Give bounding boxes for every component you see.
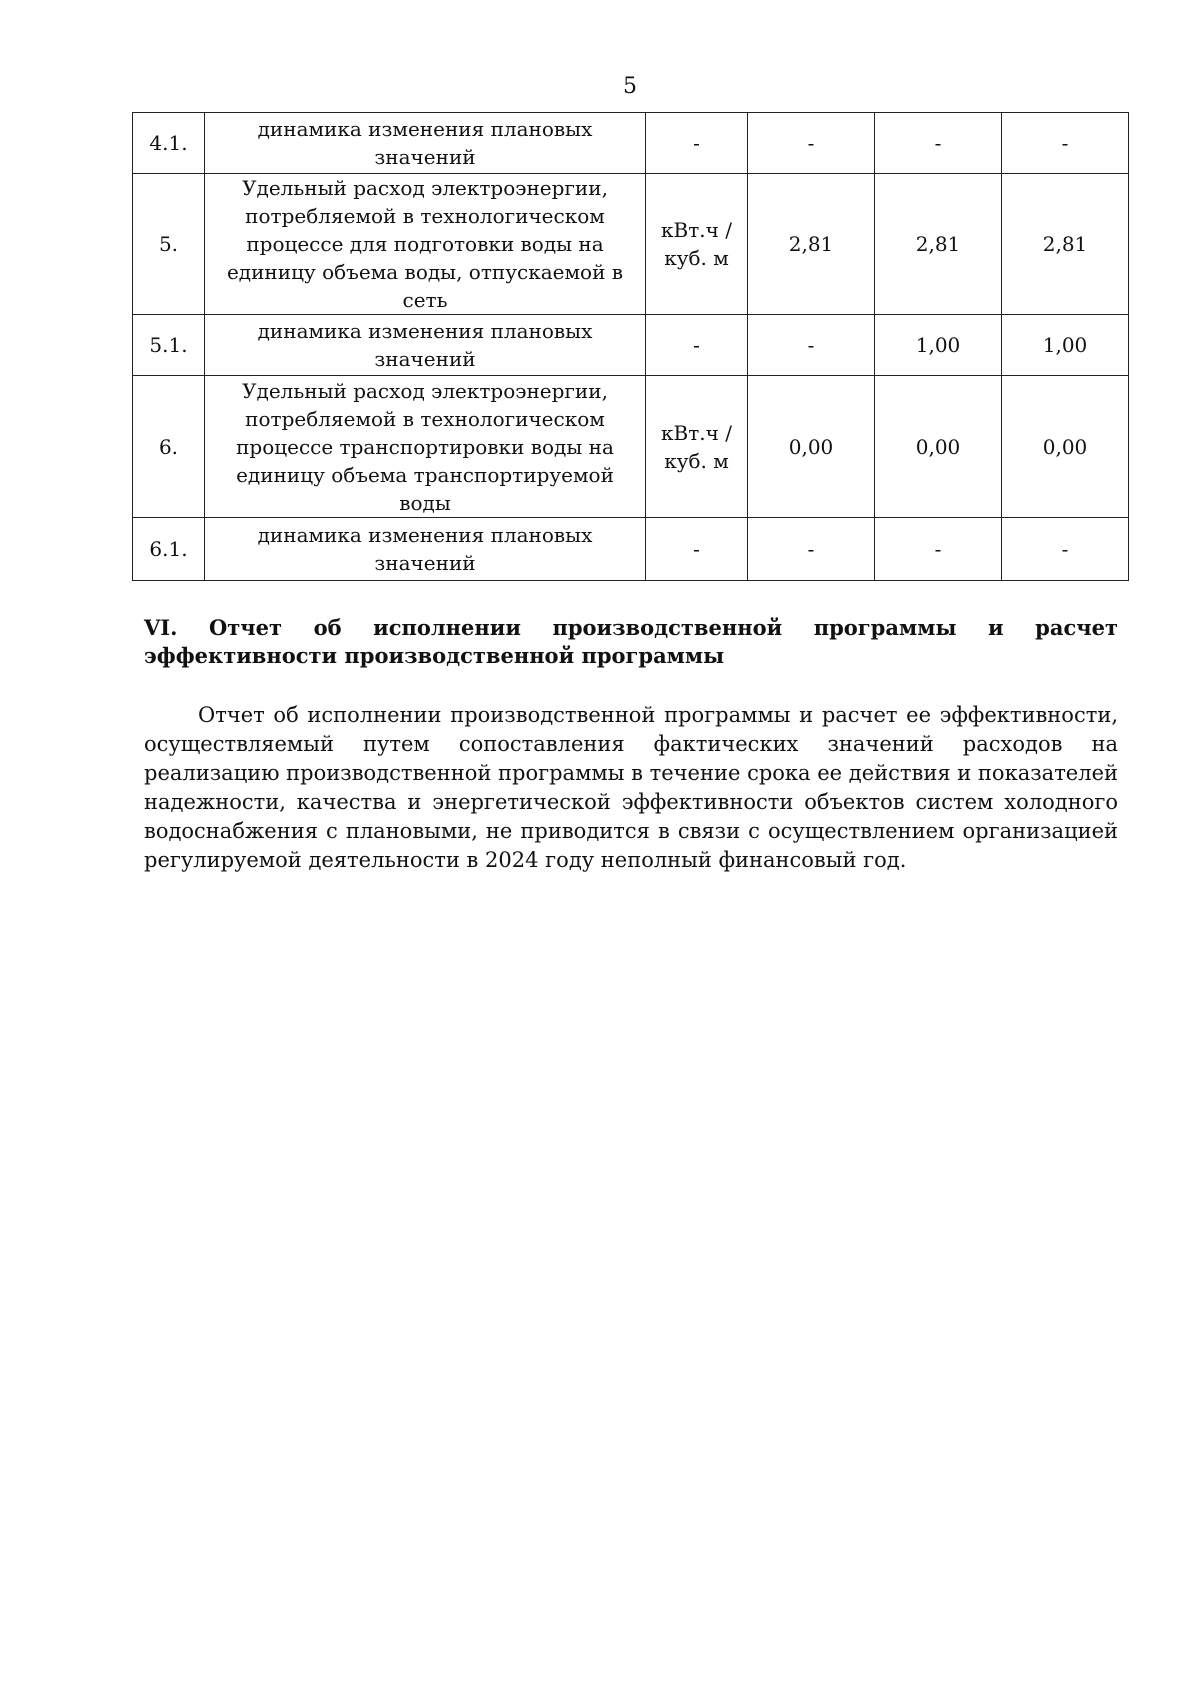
- row-unit: -: [646, 518, 748, 581]
- row-indicator-name: динамика изменения плановых значений: [205, 518, 646, 581]
- section-paragraph: Отчет об исполнении производственной программы и расчет ее эффективности, осуществляемый путем сопоставления фактических значений расходов на реализацию производственной программы в течение срока ее действия и показателей надежности, качества и энергетической эффективности объектов систем холодного водоснабжения с плановыми, не приводится в связи с осуществлением организацией регулируемой деятельности в 2024 году неполный финансовый год.: [144, 703, 1118, 872]
- table-row: [133, 315, 1129, 376]
- row-value: -: [748, 113, 875, 174]
- indicators-table: [132, 112, 1129, 581]
- row-value: -: [1002, 518, 1129, 581]
- row-number: 5.1.: [133, 315, 205, 376]
- page-number: 5: [623, 74, 637, 99]
- row-number: 6.1.: [133, 518, 205, 581]
- row-unit: кВт.ч / куб. м: [646, 174, 748, 315]
- row-number: 5.: [133, 174, 205, 315]
- row-value: -: [875, 518, 1002, 581]
- row-value: 1,00: [875, 315, 1002, 376]
- row-indicator-name: Удельный расход электроэнергии, потребляемой в технологическом процессе для подготовки воды на единицу объема воды, отпускаемой в сеть: [205, 174, 646, 315]
- table-row: [133, 174, 1129, 315]
- row-value: 2,81: [1002, 174, 1129, 315]
- table-row: [133, 376, 1129, 518]
- row-value: -: [748, 315, 875, 376]
- row-value: 0,00: [875, 376, 1002, 518]
- row-value: 0,00: [1002, 376, 1129, 518]
- table-row: [133, 518, 1129, 581]
- row-value: 2,81: [748, 174, 875, 315]
- row-value: -: [1002, 113, 1129, 174]
- row-value: -: [875, 113, 1002, 174]
- row-value: 1,00: [1002, 315, 1129, 376]
- row-value: 2,81: [875, 174, 1002, 315]
- row-indicator-name: динамика изменения плановых значений: [205, 315, 646, 376]
- row-indicator-name: Удельный расход электроэнергии, потребляемой в технологическом процессе транспортировки воды на единицу объема транспортируемой воды: [205, 376, 646, 518]
- section-heading: VI. Отчет об исполнении производственной программы и расчет эффективности производственной программы: [144, 615, 1118, 668]
- row-unit: -: [646, 315, 748, 376]
- row-value: -: [748, 518, 875, 581]
- row-number: 4.1.: [133, 113, 205, 174]
- row-number: 6.: [133, 376, 205, 518]
- table-row: [133, 113, 1129, 174]
- row-unit: -: [646, 113, 748, 174]
- row-value: 0,00: [748, 376, 875, 518]
- row-unit: кВт.ч / куб. м: [646, 376, 748, 518]
- row-indicator-name: динамика изменения плановых значений: [205, 113, 646, 174]
